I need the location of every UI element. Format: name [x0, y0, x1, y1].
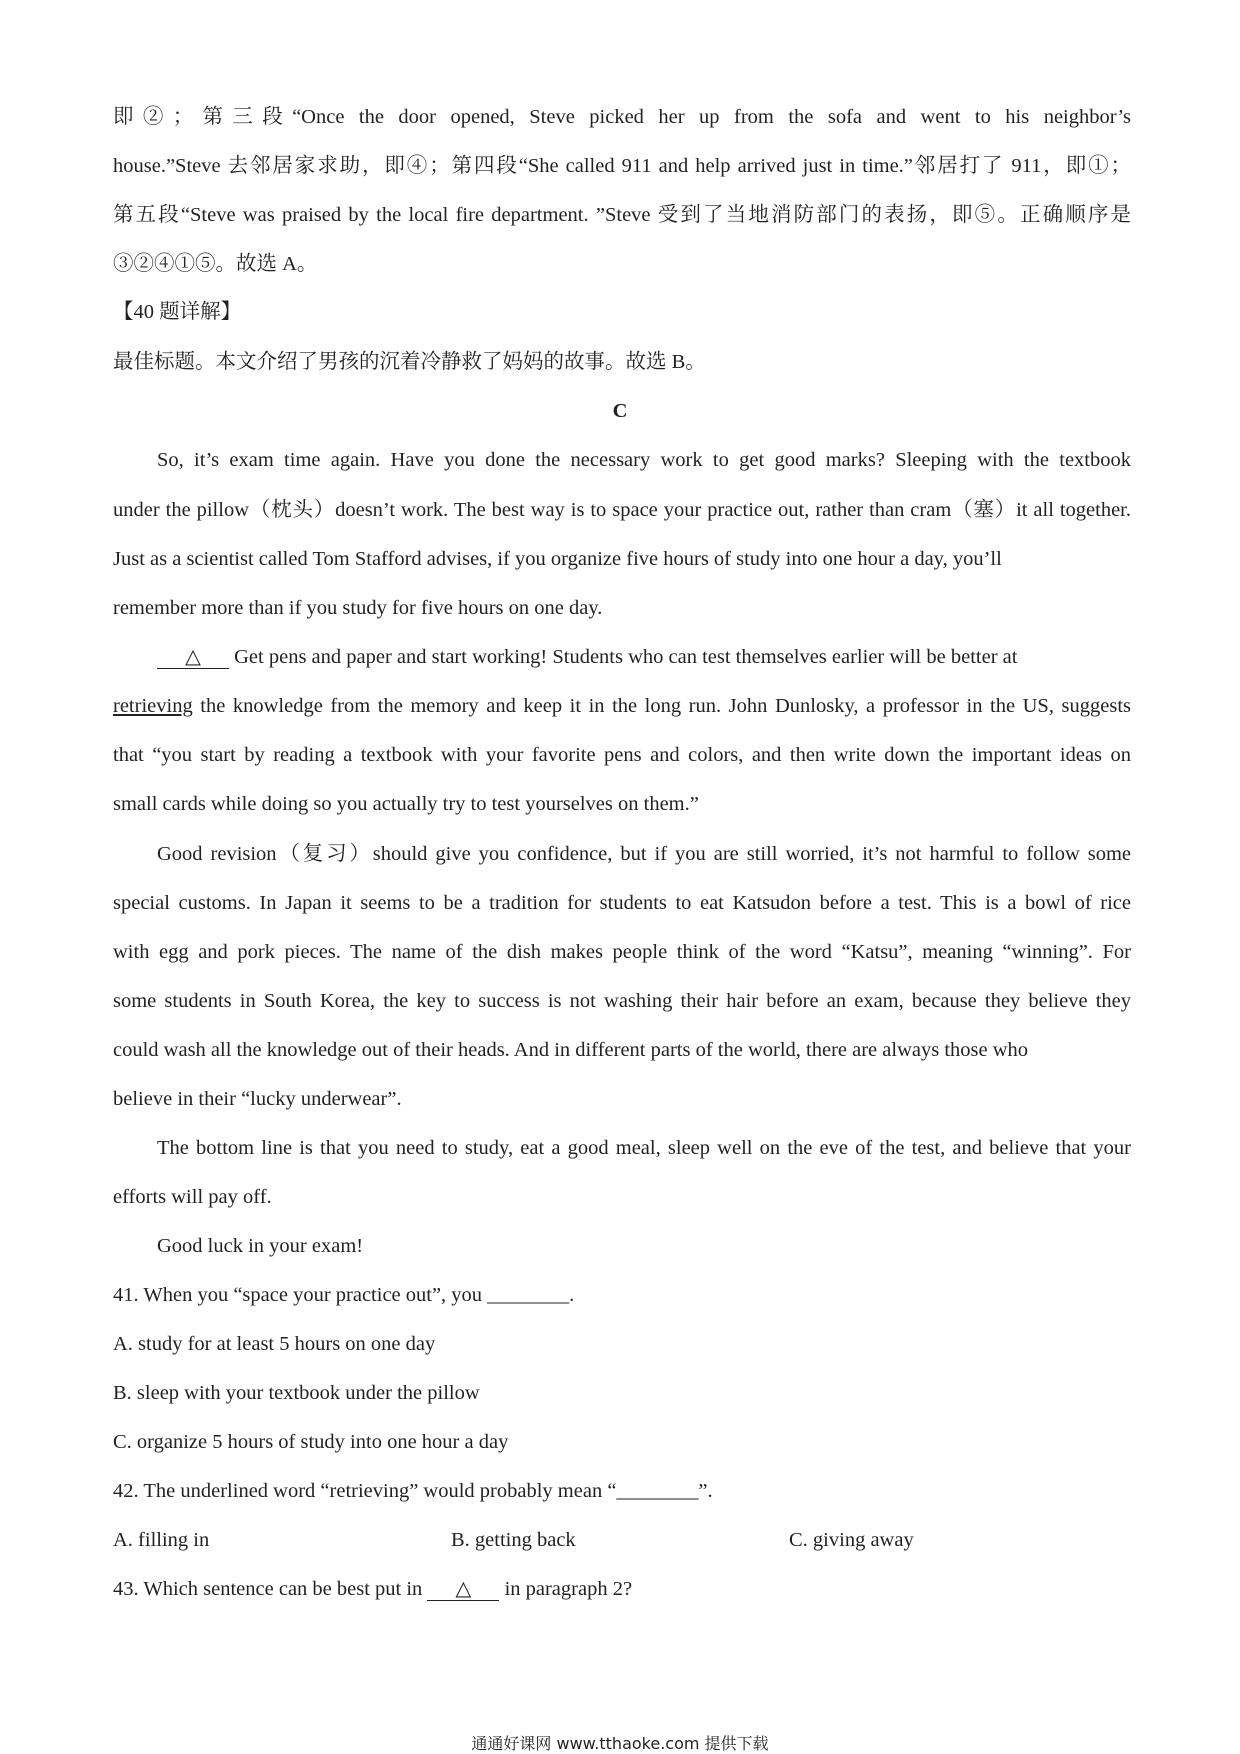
p5-line-1: Good luck in your exam! [157, 1235, 364, 1257]
p3-line-6: believe in their “lucky underwear”. [113, 1088, 402, 1110]
q40-heading: 【40 题详解】 [113, 301, 242, 323]
p2-line-1 [157, 643, 1131, 671]
page-footer: 通通好课网 www.tthaoke.com 提供下载 [471, 1734, 769, 1753]
underlined-word: retrieving [113, 695, 193, 717]
p1-line-2: under the pillow（枕头）doesn’t work. The best way is to space your practice out, rather than cram（塞）it all together. [113, 499, 1131, 521]
p2-line-2-text: the knowledge from the memory and keep it in the long run. John Dunlosky, a professor in the US, suggests [192, 695, 1131, 717]
analysis-line-1: 即②；第三段“Once the door opened, Steve picked her up from the sofa and went to his neighbor’s [113, 106, 1131, 128]
q43-stem-before: 43. Which sentence can be best put in [113, 1578, 428, 1600]
p2-line-4: small cards while doing so you actually try to test yourselves on them.” [113, 793, 699, 815]
passage-title: C [612, 400, 628, 422]
q41-stem: 41. When you “space your practice out”, you ________. [113, 1284, 575, 1306]
analysis-line-4: ③②④①⑤。故选 A。 [113, 253, 318, 275]
q42-option-a: A. filling in [113, 1529, 210, 1551]
analysis-line-3: 第五段“Steve was praised by the local fire department. ”Steve 受到了当地消防部门的表扬，即⑤。正确顺序是 [113, 204, 1131, 226]
q42-stem: 42. The underlined word “retrieving” would probably mean “________”. [113, 1480, 713, 1502]
q42-option-c: C. giving away [789, 1529, 914, 1551]
q43-blank-marker: △ [427, 1578, 499, 1601]
q43-stem [113, 1575, 1131, 1603]
p2-line-1-text: Get pens and paper and start working! Students who can test themselves earlier will be better at [234, 646, 1018, 668]
q40-explanation: 最佳标题。本文介绍了男孩的沉着冷静救了妈妈的故事。故选 B。 [113, 351, 706, 373]
analysis-line-2: house.”Steve 去邻居家求助，即④；第四段“She called 911 and help arrived just in time.”邻居打了 911，即①； [113, 155, 1131, 177]
p1-line-1: So, it’s exam time again. Have you done the necessary work to get good marks? Sleeping with the textbook [157, 449, 1131, 471]
q43-stem-after: in paragraph 2? [499, 1578, 633, 1600]
p3-line-3: with egg and pork pieces. The name of the dish makes people think of the word “Katsu”, meaning “winning”. For [113, 941, 1131, 963]
p3-line-4: some students in South Korea, the key to success is not washing their hair before an exam, because they believe they [113, 990, 1131, 1012]
q41-option-a: A. study for at least 5 hours on one day [113, 1333, 436, 1355]
p2-line-2 [113, 692, 1131, 720]
p3-line-2: special customs. In Japan it seems to be a tradition for students to eat Katsudon before a test. This is a bowl of rice [113, 892, 1131, 914]
p1-line-4: remember more than if you study for five hours on one day. [113, 597, 603, 619]
q41-option-c: C. organize 5 hours of study into one hour a day [113, 1431, 509, 1453]
p3-line-1: Good revision（复习）should give you confidence, but if you are still worried, it’s not harmful to follow some [157, 843, 1131, 865]
p3-line-5: could wash all the knowledge out of their heads. And in different parts of the world, there are always those who [113, 1039, 1029, 1061]
p1-line-3: Just as a scientist called Tom Stafford advises, if you organize five hours of study into one hour a day, you’ll [113, 548, 1002, 570]
blank-marker: △ [157, 646, 229, 669]
q42-option-b: B. getting back [451, 1529, 576, 1551]
q41-option-b: B. sleep with your textbook under the pillow [113, 1382, 480, 1404]
p4-line-1: The bottom line is that you need to study, eat a good meal, sleep well on the eve of the test, and believe that your [157, 1137, 1131, 1159]
p4-line-2: efforts will pay off. [113, 1186, 272, 1208]
p2-line-3: that “you start by reading a textbook with your favorite pens and colors, and then write down the important ideas on [113, 744, 1131, 766]
